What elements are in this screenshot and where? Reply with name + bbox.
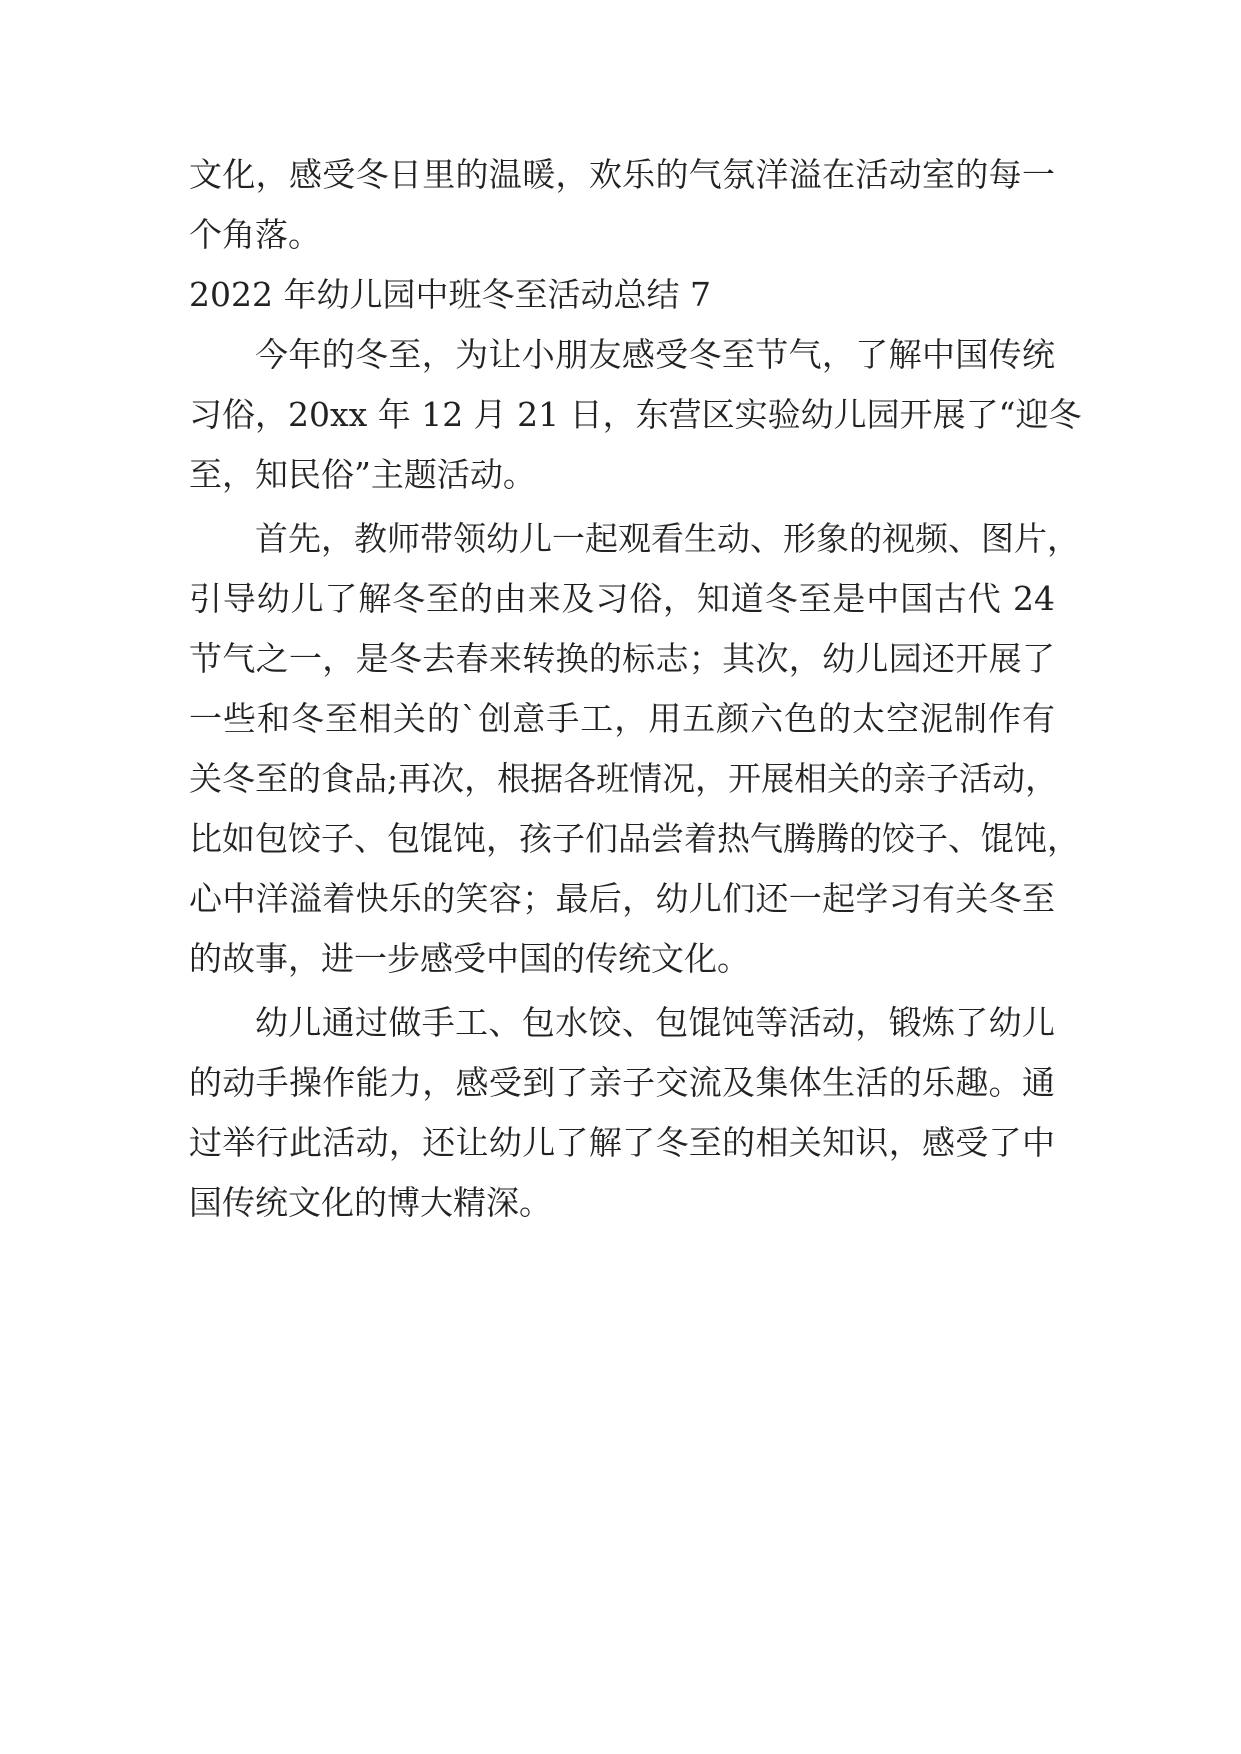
text-line: 引导幼儿了解冬至的由来及习俗，知道冬至是中国古代 24: [189, 579, 1055, 618]
continuation-paragraph: [189, 145, 1055, 265]
paragraph: [189, 509, 1080, 989]
text-line: 国传统文化的博大精深。: [189, 1183, 552, 1222]
section-heading: 2022 年幼儿园中班冬至活动总结 7: [189, 275, 711, 314]
paragraph: [189, 325, 1082, 505]
text-line: 比如包饺子、包馄饨，孩子们品尝着热气腾腾的饺子、馄饨，: [189, 819, 1080, 858]
text-line: 的故事，进一步感受中国的传统文化。: [189, 939, 750, 978]
document-body: [189, 145, 1082, 1233]
text-line: 习俗，20xx 年 12 月 21 日，东营区实验幼儿园开展了“迎冬: [189, 395, 1082, 434]
text-line: 幼儿通过做手工、包水饺、包馄饨等活动，锻炼了幼儿: [255, 1003, 1055, 1042]
paragraph: [189, 993, 1055, 1233]
text-line: 个角落。: [189, 215, 321, 254]
text-line: 关冬至的食品;再次，根据各班情况，开展相关的亲子活动，: [189, 759, 1059, 798]
text-line: 心中洋溢着快乐的笑容；最后，幼儿们还一起学习有关冬至: [189, 879, 1055, 918]
text-line: 的动手操作能力，感受到了亲子交流及集体生活的乐趣。通: [189, 1063, 1055, 1102]
text-line: 今年的冬至，为让小朋友感受冬至节气，了解中国传统: [255, 335, 1055, 374]
text-line: 文化，感受冬日里的温暖，欢乐的气氛洋溢在活动室的每一: [189, 155, 1055, 194]
text-line: 过举行此活动，还让幼儿了解了冬至的相关知识，感受了中: [189, 1123, 1055, 1162]
text-line: 一些和冬至相关的`创意手工，用五颜六色的太空泥制作有: [189, 699, 1055, 738]
text-line: 至，知民俗”主题活动。: [189, 455, 536, 494]
text-line: 节气之一，是冬去春来转换的标志；其次，幼儿园还开展了: [189, 639, 1055, 678]
text-line: 首先，教师带领幼儿一起观看生动、形象的视频、图片，: [255, 519, 1080, 558]
